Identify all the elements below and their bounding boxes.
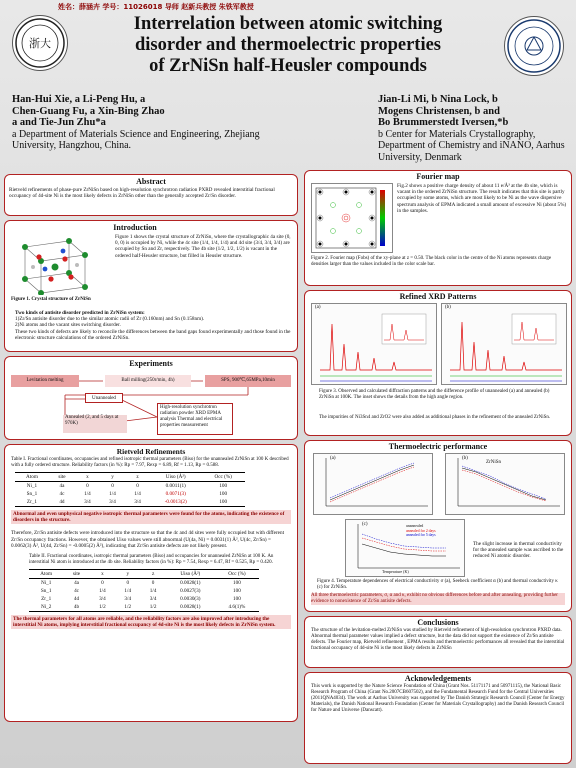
- crystal-structure-icon: [11, 227, 99, 295]
- authors-right-line-1: Jian-Li Mi, b Nina Lock, b: [378, 94, 498, 105]
- table-cell: 1/4: [134, 491, 141, 497]
- table1-header-cell: Uiso (Å²): [165, 474, 186, 480]
- conclusions-box: [304, 616, 572, 668]
- table1-header-cell: x: [86, 474, 89, 480]
- xrd-heading: Refined XRD Patterns: [399, 292, 477, 301]
- table2-header-cell: Uiso (Å²): [180, 571, 201, 578]
- xrd-box: [304, 290, 572, 436]
- title-line-3: of ZrNiSn half-Heusler compounds: [149, 56, 427, 76]
- figure3-caption: Figure 3. Observed and calculated diffraction patterns and the difference profile of unannealed (a) and annealed (b) ZrNiSn at 100K. The inset shows the details from the high angle region.: [319, 389, 550, 400]
- table-cell: 4c: [74, 588, 79, 595]
- thermo-panel-b-label: (b): [462, 456, 468, 461]
- aarhus-university-logo: [504, 16, 564, 76]
- affiliation-left: a Department of Materials Science and Engineering, Zhejiang University, Hangzhou, China.: [12, 128, 260, 151]
- table-cell: 0.0027(3): [180, 588, 201, 595]
- table-cell: 4c: [59, 491, 65, 497]
- table1-header-cell: y: [111, 474, 114, 480]
- table2-header-cell: y: [126, 571, 130, 578]
- step-sps: SPS, 900℃,65MPa,10min: [205, 375, 291, 387]
- table-cell: 100: [233, 580, 241, 587]
- thermal-conductivity-plot: [345, 519, 465, 577]
- acknowledgements-box: [304, 672, 572, 764]
- affiliation-right: b Center for Materials Crystallography, Department of Chemistry and iNANO, Aarhus University, Denmark: [378, 128, 565, 163]
- abstract-text: Rietveld refinements of phase-pure ZrNiSn based on high-resolution synchrotron radiation PXRD revealed interstitial fractional occupancy of 4d-site Ni is the most likely defects in ZrNiSn other than the generally accepted Zr/Sn disorder.: [9, 187, 275, 200]
- table-cell: 100: [219, 483, 228, 489]
- table-cell: 4a: [74, 580, 79, 587]
- acknowledgements-heading: Acknowledgements: [404, 674, 472, 683]
- table-cell: 3/4: [134, 499, 141, 505]
- xrd-pattern-a-icon: [312, 304, 436, 384]
- table1-row: [15, 490, 245, 498]
- table-cell: 1/4: [84, 491, 91, 497]
- table-cell: 0.0028(1): [180, 580, 201, 587]
- conductivity-plot: [313, 453, 433, 515]
- thermo-panel-a-label: (a): [330, 456, 336, 461]
- thermo-legend: [406, 524, 436, 538]
- table-cell: 0: [126, 580, 130, 587]
- rietveld-box: [4, 444, 298, 722]
- table-cell: 100: [219, 499, 228, 505]
- table-cell: 1/4: [149, 588, 157, 595]
- conclusions-heading: Conclusions: [417, 618, 459, 627]
- table2-header-cell: x: [101, 571, 104, 578]
- characterization-box: High-resolution synchrotron radiation powder XRD EPMA analysis Thermal and electrical properties measurement: [157, 403, 233, 435]
- authors-right-line-3: Bo Brummerstedt Iversen,*b: [378, 117, 509, 128]
- xrd-pattern-b-icon: [442, 304, 566, 384]
- table-cell: 100: [233, 596, 241, 603]
- defects-item-2: 2)Ni atoms and the vacant sites switching disorder.: [15, 322, 121, 329]
- table2-caption: Table II. Fractional coordinates, isotropic thermal parameters (Biso) and occupancies for unannealed ZrNiSn at 100 K. An interstitial Ni atom is introduced at the 4b site. Reliability factors (in %): Rp = 7.54, Rexp = 6.47, Rf = 0.525, Rp = 0.420.: [29, 554, 274, 566]
- xrd-panel-b-label: (b): [445, 305, 451, 310]
- authors-right: [378, 94, 568, 163]
- authors-left: [12, 94, 290, 152]
- authors-right-line-2: Mogens Christensen, b and: [378, 105, 500, 117]
- table-cell: 100: [233, 588, 241, 595]
- fourier-box: [304, 170, 572, 286]
- step-ball-milling: Ball milling(250r/min, 4h): [105, 375, 191, 387]
- experiment-arrows: [5, 357, 298, 440]
- table2-header-cell: z: [151, 571, 155, 578]
- table2-row: [29, 603, 259, 612]
- table-cell: 1/4: [109, 491, 116, 497]
- table-cell: 0: [136, 483, 139, 489]
- zhejiang-university-logo: [12, 15, 68, 71]
- conductivity-plot-icon: [314, 454, 432, 514]
- crystal-structure-figure: [11, 227, 99, 295]
- fourier-map-icon: [312, 184, 392, 252]
- aarhus-seal-icon: [505, 17, 563, 75]
- table-cell: Ni_1: [40, 580, 52, 587]
- annealed-label: Annealed (2, and 5 days at 970K): [63, 415, 127, 433]
- table-cell: 1/2: [124, 604, 132, 611]
- table-cell: 0: [151, 580, 155, 587]
- figure2-caption: Figure 2. Fourier map (Fobs) of the xy-plane at z = 0.50. The black color in the centre of the Ni atoms represents charge densities larger than the values included in the color scale bar.: [311, 256, 552, 267]
- table1-header-cell: z: [136, 474, 139, 480]
- abstract-heading: Abstract: [136, 177, 166, 186]
- table-cell: 3/4: [84, 499, 91, 505]
- table-cell: Sn_1: [26, 491, 38, 497]
- legend-item: annealed for 5 days: [406, 533, 436, 537]
- zr-sn-antisite-text: Therefore, Zr/Sn antisite defects were introduced into the structure so that the 4c and 4d sites were fully occupied but with different Zr/Sn occupancy fractions. However, the obtained Uiso values were still abnormal (U(4a, Ni) = 0.0031(1) Å², U(4c, Zr/Sn) = 0.0062(3) Å², U(4d, Zr/Sn) = -0.0005(2) Å²), indicating that Zr/Sn antisite defects are not likely present.: [11, 530, 285, 549]
- table1-header: [15, 473, 245, 482]
- table-cell: 4a: [59, 483, 65, 489]
- table-cell: 0: [101, 580, 104, 587]
- thermo-panel-c-label: (c): [362, 522, 368, 527]
- thermal-conductivity-plot-icon: [346, 520, 464, 576]
- table-cell: 3/4: [149, 596, 157, 603]
- legend-item: annealed for 2 days: [406, 528, 436, 533]
- acknowledgements-text: This work is supported by the Nature Science Foundation of China (Grant Nos. 51171171 and 50971115), the National Basic Research Program of China (Grant No.2007CB607502), and the Fundamental Research Fund for the Central Universities (2011QNA4034). The work at Aarhus University was supported by The Danish Strategic Research Council (Center for Energy Materials), the Danish National Research Foundation (Center for Materials Crystallography) and the Danish Research Council for Nature and Universe (Danscatt).: [311, 684, 565, 713]
- rietveld-heading: Rietveld Refinements: [116, 447, 186, 456]
- seebeck-plot-icon: [446, 454, 564, 514]
- conclusions-text: The structure of the levitation-melted ZrNiSn was studied by Rietveld refinement of high-resolution synchrotron PXRD data. Abnormal thermal parameter values implied a defect structure, but the data did not support the existence of Zr/Sn antisite defects. The Fourier map, Rietveld refinement , EPMA results and thermoelectric performances all revealed that the interstitial fractional occupancy of 4d-site Ni is the most likely defects in ZrNiSn: [311, 628, 565, 651]
- fourier-heading: Fourier map: [416, 172, 460, 181]
- table2-header-cell: Occ (%): [228, 571, 246, 578]
- figure4-caption: Figure 4. Temperature dependences of electrical conductivity σ (a), Seebeck coefficient α (b) and thermal conductivity κ (c) for ZrNiSn.: [317, 579, 558, 590]
- table-cell: 0.0011(1): [165, 483, 186, 489]
- introduction-heading: Introduction: [113, 223, 157, 232]
- table-cell: Ni_2: [40, 604, 52, 611]
- introduction-box: [4, 220, 298, 352]
- defects-text: [15, 310, 291, 341]
- table1-caption: Table I. Fractional coordinates, occupancies and refined isotropic thermal parameters (Biso) for the unannealed ZrNiSn at 100 K described with a fully ordered structure. Reliability factors (in %): Rp = 7.97, Rexp = 6.89, Rf = 1.13, Rp = 0.588.: [11, 457, 289, 468]
- table-cell: 4b: [73, 604, 80, 611]
- table-cell: Zr_1: [41, 596, 52, 603]
- table-cell: 0: [111, 483, 114, 489]
- thermo-material-label: ZrNiSn: [486, 460, 501, 465]
- defects-note: These two kinds of defects are likely to reconcile the differences between the band gaps found experimentally and those found in the electronic structure calculations of the ordered ZrNiSn.: [15, 328, 291, 341]
- table2-header-cell: site: [72, 571, 81, 578]
- table2-note: The thermal parameters for all atoms are reliable, and the reliability factors are also improved after introducing the interstitial Ni atoms, implying interstitial fractional occupancy of 4d-site Ni is the most likely defects in ZrNiSn system.: [11, 615, 291, 629]
- legend-item: unannealed: [406, 524, 424, 528]
- introduction-text: Figure 1 shows the crystal structure of ZrNiSn, where the crystallographic 4a site (0, 0, 0) is occupied by Ni, while the 4c site (1/4, 1/4, 1/4) and 4d site (3/4, 3/4, 3/4) are occupied by Sn and Zr, respectively. The 4b site (1/2, 1/2, 1/2) is vacant in the ordered half-Heusler structure, but filled in Heusler structure.: [115, 234, 291, 259]
- table-cell: 3/4: [109, 499, 116, 505]
- table-cell: 1/2: [149, 604, 157, 611]
- thermoelectric-heading: Thermoelectric performance: [388, 442, 488, 451]
- table1-row: [15, 482, 245, 491]
- thermo-note: All three thermoelectric parameters, σ, α and κ, exhibit no obvious differences before and after annealing, providing further evidence to nonexistence of Zr/Sn antisite defects.: [311, 593, 565, 605]
- thermo-xlabel: Temperature (K): [382, 569, 409, 574]
- table-cell: Sn_1: [40, 588, 52, 595]
- table-cell: Zr_1: [26, 499, 37, 505]
- experiments-box: [4, 356, 298, 440]
- authors-left-line-1: Han-Hui Xie, a Li-Peng Hu, a: [12, 94, 146, 105]
- table-cell: 0.0071(3): [165, 491, 186, 497]
- xrd-panel-a: [311, 303, 437, 385]
- thermo-side-text: The slight increase in thermal conductivity for the annealed sample was ascribed to the reduced Ni atomic disorder.: [473, 541, 564, 560]
- table-cell: 100: [219, 491, 228, 497]
- table2-row: [29, 579, 259, 588]
- poster-title: [96, 14, 480, 77]
- title-line-1: Interrelation between atomic switching: [133, 14, 443, 34]
- table1-header-cell: Occ (%): [214, 474, 232, 480]
- table-cell: 3/4: [99, 596, 106, 603]
- table-cell: 4.6(1)%: [228, 604, 246, 611]
- step-levitation-melting: Levitation melting: [11, 375, 79, 387]
- table-cell: -0.0013(2): [164, 499, 187, 505]
- fourier-text: Fig.2 shows a positive charge density of about 11 e/Å³ at the 4b site, which is vacant in the ordered ZrNiSn structure. The result indicates that this site is partly occupied by some atoms, which are most likely to be Ni as the wave dispersive spectrum analysis of EPMA indicated a small amount of excessive Ni (about 5%) in the samples.: [397, 183, 567, 214]
- zju-seal-icon: [13, 16, 67, 70]
- fourier-map-figure: [311, 183, 393, 253]
- experiments-heading: Experiments: [129, 359, 173, 368]
- svg-text:浙大: 浙大: [29, 37, 51, 50]
- table2-row: [29, 587, 259, 595]
- table-cell: 3/4: [124, 596, 132, 603]
- defects-heading: Two kinds of antisite disorder predicted in ZrNiSn system:: [15, 310, 145, 316]
- table2-row: [29, 595, 259, 603]
- table-cell: Ni_1: [26, 483, 38, 489]
- abstract-box: [4, 174, 298, 216]
- table2-header: [29, 570, 259, 579]
- table-cell: 0.0028(1): [180, 604, 201, 611]
- table2: [29, 569, 259, 612]
- table-cell: 1/4: [124, 588, 132, 595]
- table1-note: Abnormal and even unphysical negative isotropic thermal parameters were found for the atoms, indicating the existence of disorders in the structure.: [11, 510, 291, 524]
- table-cell: 1/4: [99, 588, 106, 595]
- table2-header-cell: Atom: [40, 571, 53, 578]
- figure1-caption: Figure 1. Crystal structure of ZrNiSn: [11, 297, 91, 302]
- table-cell: 4d: [59, 499, 65, 505]
- thermoelectric-box: [304, 440, 572, 612]
- authors-left-line-2: Chen-Guang Fu, a Xin-Bing Zhao: [12, 105, 165, 117]
- defects-item-1: 1)Zr/Sn antisite disorder due to the similar atomic radii of Zr (0.160nm) and Sn (0.158nm).: [15, 316, 205, 323]
- table1: [15, 472, 245, 507]
- seebeck-plot: [445, 453, 565, 515]
- authors-left-line-3: a and Tie-Jun Zhu*a: [12, 117, 106, 128]
- table1-header-cell: site: [58, 474, 66, 480]
- unannealed-label: Unannealed: [85, 393, 123, 403]
- table1-row: [15, 498, 245, 507]
- table-cell: 0: [86, 483, 89, 489]
- table1-header-cell: Atom: [26, 474, 38, 480]
- table-cell: 1/2: [99, 604, 106, 611]
- xrd-impurity-note: The impurities of Ni3Sn4 and ZrO2 were also added as additional phases in the refinement of the annealed ZrNiSn.: [319, 415, 551, 420]
- table-cell: 4d: [73, 596, 80, 603]
- title-line-2: disorder and thermoelectric properties: [134, 35, 442, 55]
- xrd-panel-a-label: (a): [315, 305, 321, 310]
- table-cell: 0.0030(3): [180, 596, 201, 603]
- student-info: 姓名：薛涵卉 学号：11026018 导师 赵新兵教授 朱铁军教授: [58, 3, 254, 11]
- xrd-panel-b: [441, 303, 567, 385]
